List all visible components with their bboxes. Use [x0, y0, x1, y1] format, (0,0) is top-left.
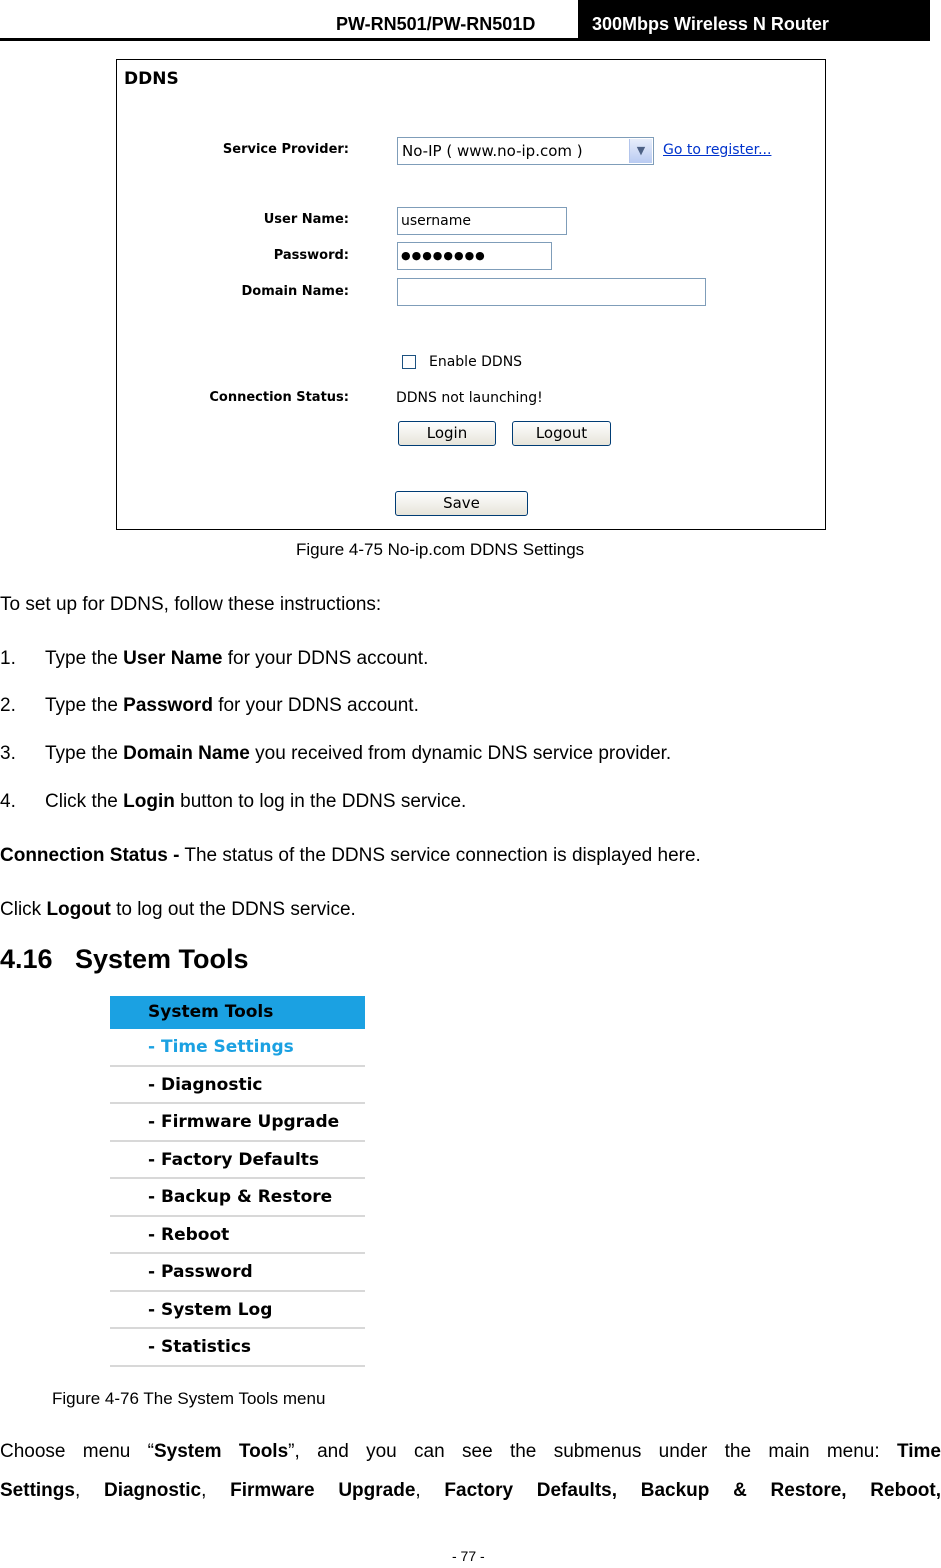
- para-text: Click: [0, 899, 47, 920]
- menu-item-firmware-upgrade[interactable]: - Firmware Upgrade: [110, 1104, 365, 1142]
- menu-item-time-settings[interactable]: - Time Settings: [110, 1029, 365, 1067]
- step-bold: Domain Name: [123, 743, 250, 764]
- para-text: ,: [74, 1480, 104, 1501]
- step-1: [0, 648, 428, 670]
- username-field[interactable]: username: [397, 207, 567, 235]
- step-text: Click the: [45, 791, 124, 812]
- page-number: - 77 -: [452, 1548, 485, 1564]
- step-text: for your DDNS account.: [212, 695, 419, 716]
- section-title: System Tools: [75, 944, 249, 974]
- menu-item-diagnostic[interactable]: - Diagnostic: [110, 1067, 365, 1105]
- figure-caption-system-tools: Figure 4-76 The System Tools menu: [52, 1389, 326, 1408]
- step-text: you received from dynamic DNS service provider.: [249, 743, 672, 764]
- password-label: Password:: [273, 248, 349, 263]
- connection-status-value: DDNS not launching!: [396, 390, 543, 406]
- step-2: [0, 695, 419, 717]
- para-bold: Firmware Upgrade: [230, 1480, 416, 1501]
- menu-item-password[interactable]: - Password: [110, 1254, 365, 1292]
- section-heading: [0, 944, 249, 975]
- service-provider-value: No-IP ( www.no-ip.com ): [402, 142, 583, 160]
- connection-status-label: Connection Status:: [209, 390, 349, 405]
- enable-ddns-label: Enable DDNS: [429, 354, 523, 370]
- chevron-down-icon[interactable]: ▼: [629, 139, 652, 163]
- ddns-title: DDNS: [124, 69, 179, 89]
- para-bold: System Tools: [153, 1441, 289, 1462]
- para-bold: Factory Defaults, Backup & Restore, Reboot,: [444, 1480, 941, 1501]
- logout-button[interactable]: Logout: [512, 421, 611, 446]
- step-text: Type the: [45, 648, 124, 669]
- register-link[interactable]: Go to register...: [663, 142, 772, 158]
- step-number: 2.: [0, 695, 16, 716]
- menu-item-statistics[interactable]: - Statistics: [110, 1329, 365, 1367]
- intro-paragraph: To set up for DDNS, follow these instructions:: [0, 594, 382, 615]
- connection-status-paragraph: [0, 845, 701, 867]
- service-provider-select[interactable]: [397, 137, 654, 165]
- para-text: ”, and you can see the submenus under the main menu:: [288, 1441, 897, 1462]
- para-bold: Settings: [0, 1480, 75, 1501]
- domain-name-label: Domain Name:: [241, 284, 349, 299]
- menu-item-backup-restore[interactable]: - Backup & Restore: [110, 1179, 365, 1217]
- menu-item-factory-defaults[interactable]: - Factory Defaults: [110, 1142, 365, 1180]
- step-bold: Login: [123, 791, 175, 812]
- step-text: Type the: [45, 695, 124, 716]
- logout-paragraph: [0, 899, 356, 921]
- para-bold: Logout: [46, 899, 111, 920]
- term-text: The status of the DDNS service connection is displayed here.: [179, 845, 701, 866]
- step-bold: Password: [123, 695, 213, 716]
- para-text: Choose menu “: [0, 1441, 154, 1462]
- step-number: 4.: [0, 791, 16, 812]
- menu-item-reboot[interactable]: - Reboot: [110, 1217, 365, 1255]
- step-number: 3.: [0, 743, 16, 764]
- submenu-paragraph-line-1: [0, 1441, 941, 1463]
- menu-header-system-tools[interactable]: System Tools: [110, 996, 365, 1029]
- para-bold: Diagnostic: [103, 1480, 202, 1501]
- step-text: Type the: [45, 743, 124, 764]
- menu-item-system-log[interactable]: - System Log: [110, 1292, 365, 1330]
- login-button[interactable]: Login: [398, 421, 496, 446]
- term-bold: Connection Status -: [0, 845, 180, 866]
- header-model: PW-RN501/PW-RN501D: [336, 14, 536, 34]
- password-field[interactable]: ●●●●●●●●: [397, 242, 552, 270]
- system-tools-menu: [110, 996, 365, 1367]
- username-label: User Name:: [263, 212, 349, 227]
- para-bold: Time: [896, 1441, 941, 1462]
- step-bold: User Name: [123, 648, 223, 669]
- save-button[interactable]: Save: [395, 491, 528, 516]
- step-number: 1.: [0, 648, 16, 669]
- domain-name-field[interactable]: [397, 278, 706, 306]
- section-number: 4.16: [0, 944, 53, 974]
- para-text: to log out the DDNS service.: [110, 899, 356, 920]
- submenu-paragraph-line-2: [0, 1480, 941, 1502]
- enable-ddns-checkbox[interactable]: [402, 355, 416, 369]
- step-text: for your DDNS account.: [222, 648, 429, 669]
- ddns-settings-panel: [116, 59, 826, 530]
- figure-caption-ddns: Figure 4-75 No-ip.com DDNS Settings: [296, 540, 585, 559]
- header-rule: [0, 38, 930, 41]
- step-4: [0, 791, 466, 813]
- service-provider-label: Service Provider:: [222, 142, 349, 157]
- step-3: [0, 743, 671, 765]
- step-text: button to log in the DDNS service.: [174, 791, 467, 812]
- para-text: ,: [415, 1480, 445, 1501]
- para-text: ,: [201, 1480, 231, 1501]
- header-product-title: 300Mbps Wireless N Router: [578, 0, 930, 40]
